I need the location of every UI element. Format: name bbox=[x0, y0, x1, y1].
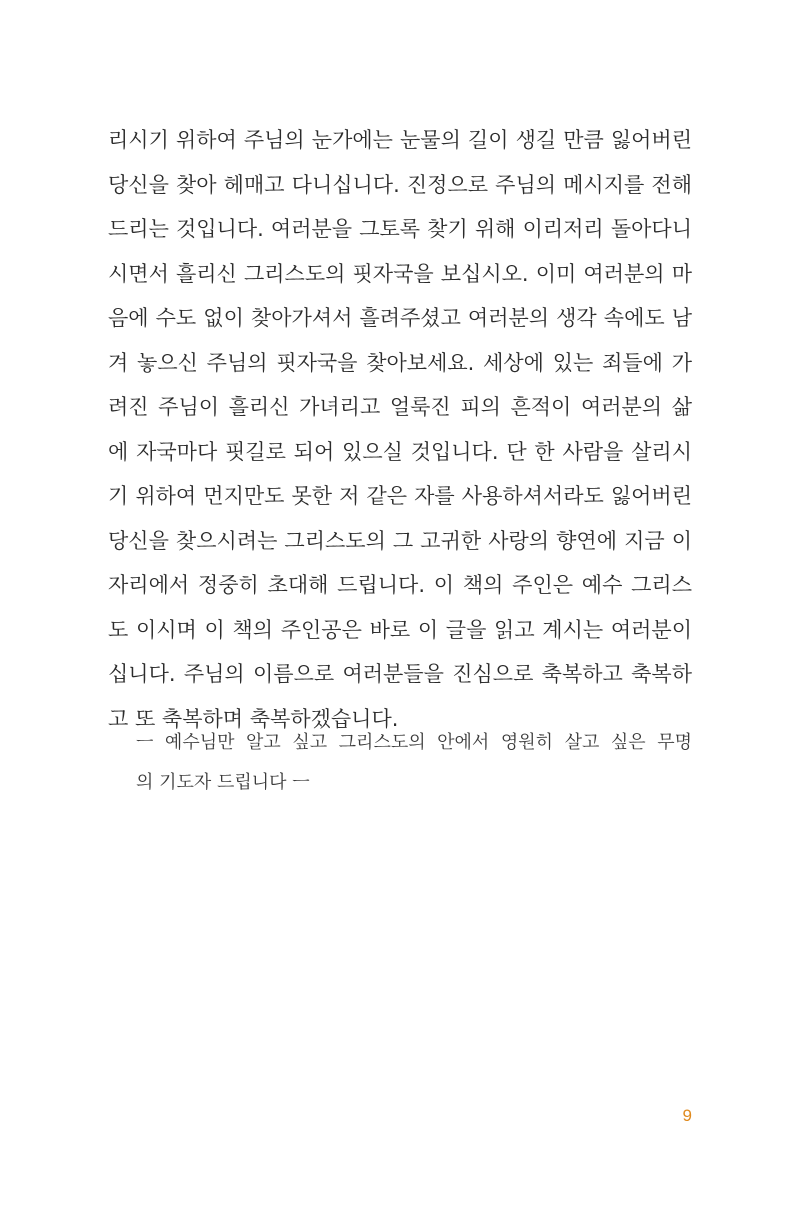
body-line: 고 또 축복하며 축복하겠습니다. bbox=[108, 706, 399, 731]
body-paragraph bbox=[108, 118, 692, 741]
body-line: 겨 놓으신 주님의 핏자국을 찾아보세요. 세상에 있는 죄들에 가 bbox=[108, 350, 692, 375]
body-line: 시면서 흘리신 그리스도의 핏자국을 보십시오. 이미 여러분의 마 bbox=[108, 261, 692, 286]
body-line: 려진 주님이 흘리신 가녀리고 얼룩진 피의 흔적이 여러분의 삶 bbox=[108, 395, 692, 419]
dedication-line: ㅡ 예수님만 알고 싶고 그리스도의 안에서 영원히 살고 싶은 무명 bbox=[136, 732, 692, 753]
dedication-signature bbox=[136, 723, 692, 803]
body-line: 십니다. 주님의 이름으로 여러분들을 진심으로 축복하고 축복하 bbox=[108, 662, 692, 686]
body-line: 리시기 위하여 주님의 눈가에는 눈물의 길이 생길 만큼 잃어버린 bbox=[108, 128, 692, 152]
page-number: 9 bbox=[682, 1106, 692, 1125]
body-line: 당신을 찾아 헤매고 다니십니다. 진정으로 주님의 메시지를 전해 bbox=[108, 172, 692, 197]
body-line: 도 이시며 이 책의 주인공은 바로 이 글을 읽고 계시는 여러분이 bbox=[108, 617, 692, 642]
dedication-line: 의 기도자 드립니다 ㅡ bbox=[136, 772, 310, 793]
body-line: 당신을 찾으시려는 그리스도의 그 고귀한 사랑의 향연에 지금 이 bbox=[108, 528, 692, 553]
body-line: 드리는 것입니다. 여러분을 그토록 찾기 위해 이리저리 돌아다니 bbox=[108, 217, 692, 241]
body-line: 자리에서 정중히 초대해 드립니다. 이 책의 주인은 예수 그리스 bbox=[108, 573, 692, 597]
body-line: 기 위하여 먼지만도 못한 저 같은 자를 사용하셔서라도 잃어버린 bbox=[108, 484, 692, 508]
body-line: 음에 수도 없이 찾아가셔서 흘려주셨고 여러분의 생각 속에도 남 bbox=[108, 306, 692, 330]
body-line: 에 자국마다 핏길로 되어 있으실 것입니다. 단 한 사람을 살리시 bbox=[108, 439, 692, 464]
